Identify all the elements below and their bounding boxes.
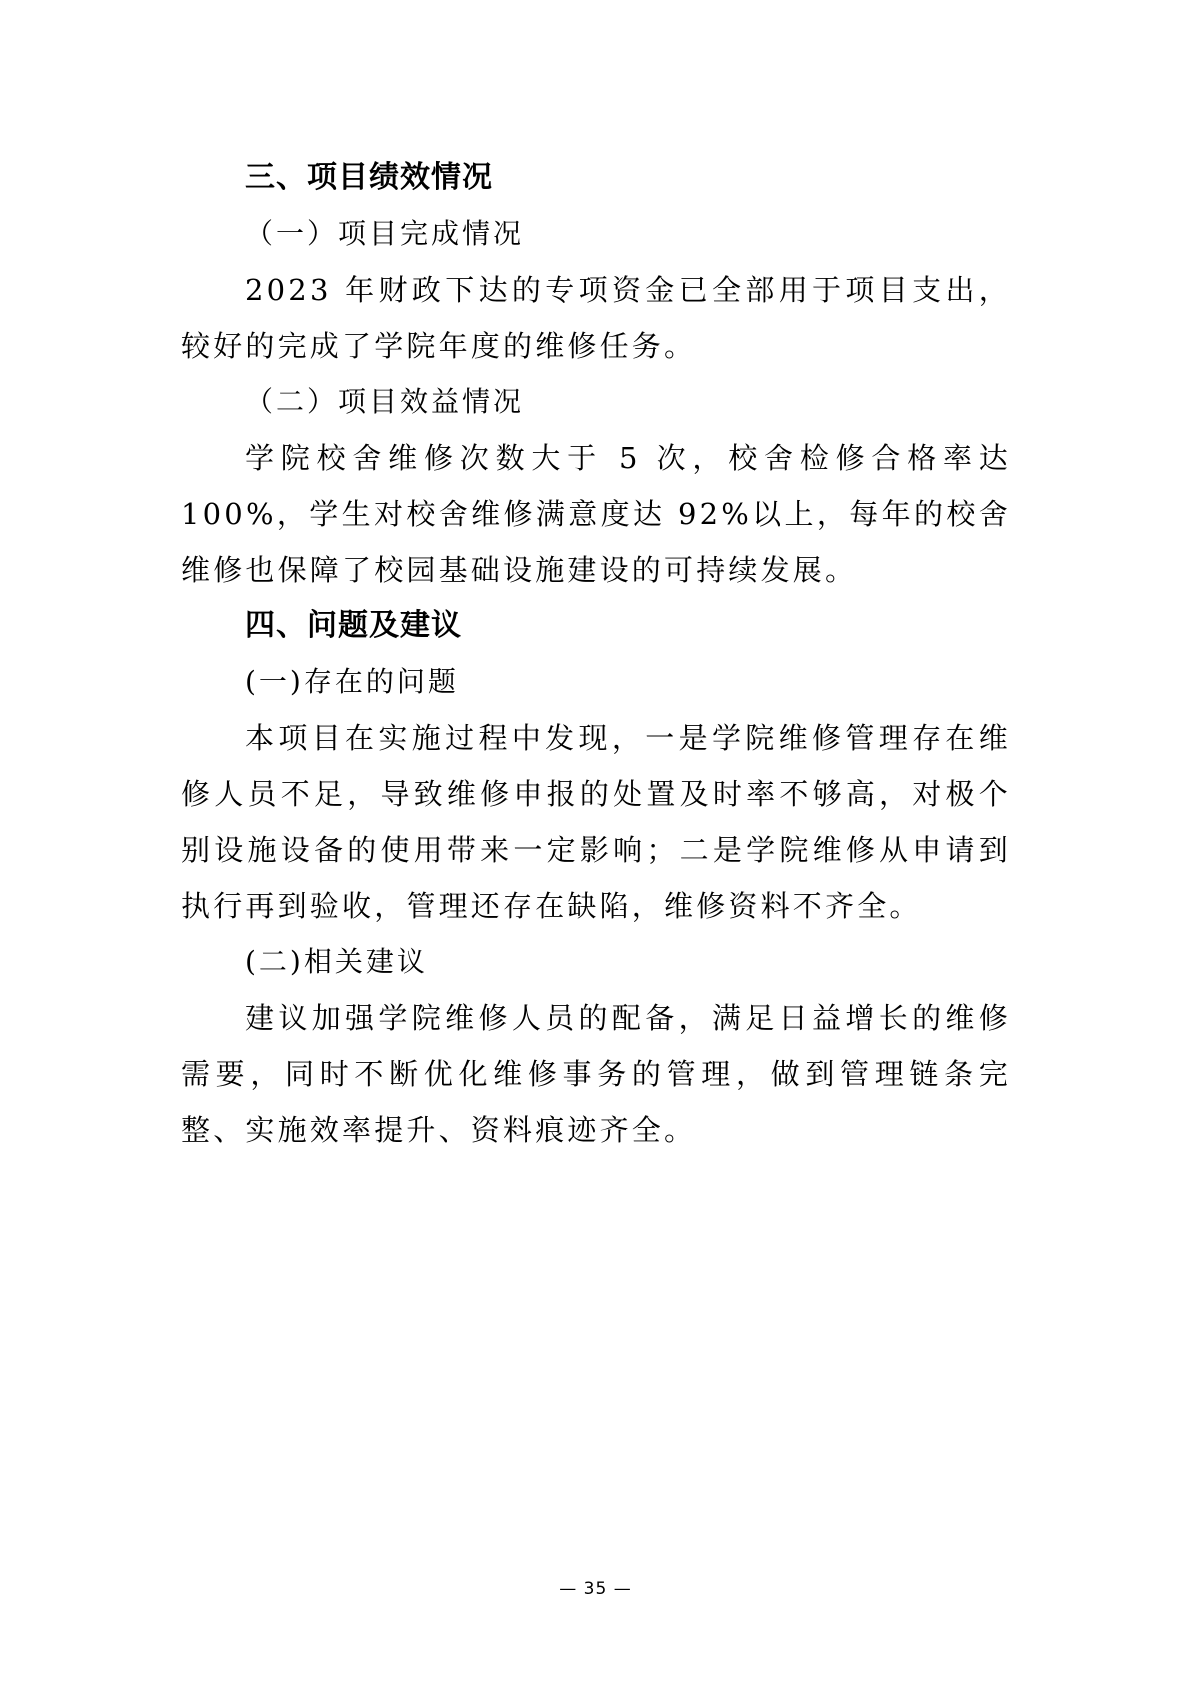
document-body [181,150,1011,1158]
paragraph-suggestions: 建议加强学院维修人员的配备，满足日益增长的维修需要，同时不断优化维修事务的管理，做到管理链条完整、实施效率提升、资料痕迹齐全。 [181,1001,1011,1147]
paragraph-problems: 本项目在实施过程中发现，一是学院维修管理存在维修人员不足，导致维修申报的处置及时率不够高，对极个别设施设备的使用带来一定影响；二是学院维修从申请到执行再到验收，管理还存在缺陷，维修资料不齐全。 [181,721,1011,923]
section-heading-issues: 四、问题及建议 [245,608,462,643]
page-number: — 35 — [559,1579,632,1599]
subheading-suggestions: (二)相关建议 [245,945,428,978]
paragraph-benefits: 学院校舍维修次数大于 5 次，校舍检修合格率达 100%，学生对校舍维修满意度达 92%以上，每年的校舍维修也保障了校园基础设施建设的可持续发展。 [181,441,1011,587]
subheading-problems: (一)存在的问题 [245,665,459,698]
paragraph-completion: 2023 年财政下达的专项资金已全部用于项目支出，较好的完成了学院年度的维修任务。 [181,273,1011,363]
subheading-benefits: （二）项目效益情况 [245,385,525,418]
section-heading-performance: 三、项目绩效情况 [245,160,493,195]
subheading-completion: （一）项目完成情况 [245,217,525,250]
